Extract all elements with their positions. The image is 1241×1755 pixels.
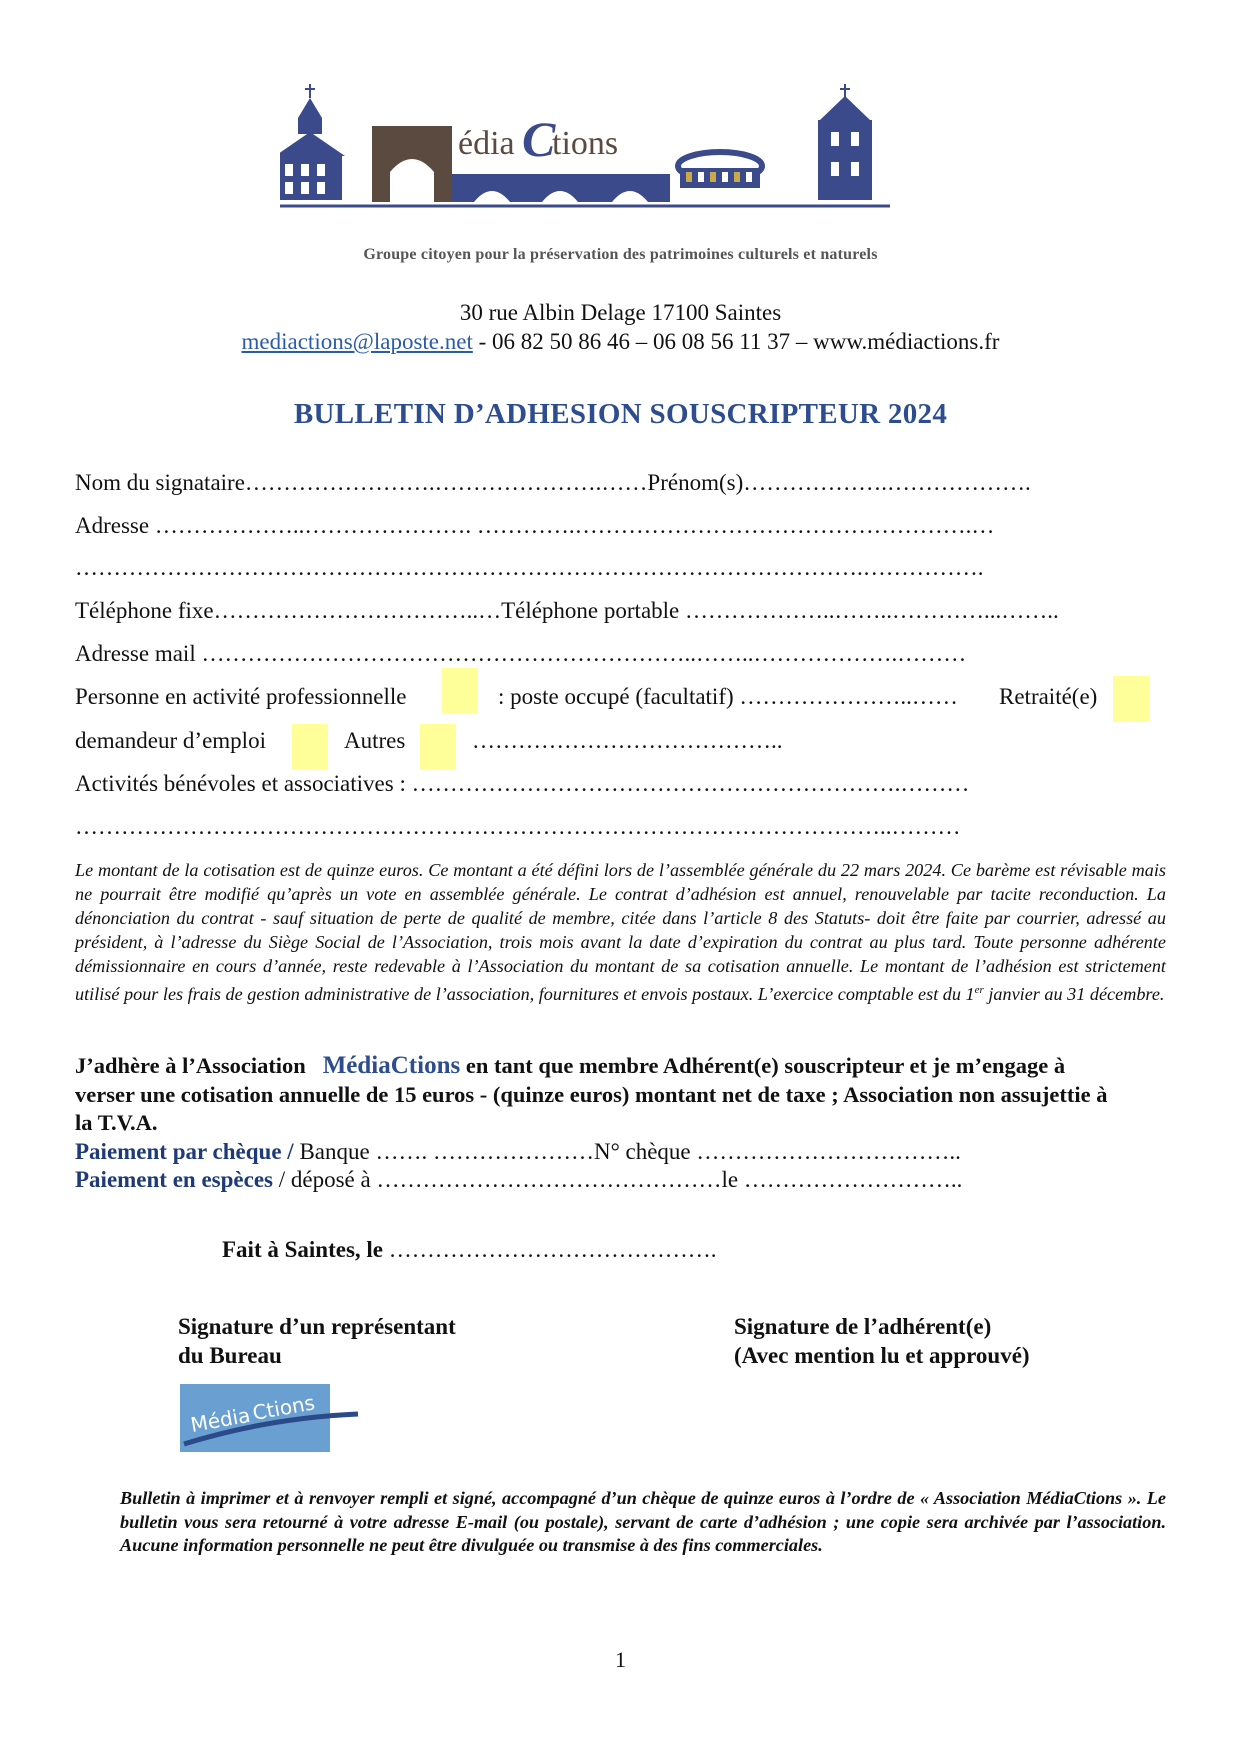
activite-label: Personne en activité professionnelle (75, 684, 407, 709)
signature-adherent-label: Signature de l’adhérent(e) (Avec mention lu et approuvé) (734, 1314, 1030, 1368)
email-link[interactable]: mediactions@laposte.net (241, 329, 473, 354)
contact-line (0, 329, 1241, 355)
page-title: BULLETIN D’ADHESION SOUSCRIPTEUR 2024 (293, 398, 948, 430)
svg-text:Ctions: Ctions (250, 1390, 317, 1425)
mediactions-stamp (178, 1378, 362, 1458)
payment-cheque-row[interactable]: Paiement par chèque / Banque ……. …………………N° chèque …………………………….. (75, 1139, 961, 1164)
nom-field[interactable]: Nom du signataire…………………….………………….……Prénom(s)……………….………………. (75, 470, 1031, 495)
payment-especes-row[interactable]: Paiement en espèces / déposé à ………………………………………le ……………………….. (75, 1167, 963, 1192)
page-number: 1 (615, 1647, 626, 1672)
tagline: Groupe citoyen pour la préservation des patrimoines culturels et naturels (363, 246, 878, 263)
retraite-checkbox[interactable] (1113, 676, 1149, 722)
postal-address: 30 rue Albin Delage 17100 Saintes (459, 300, 782, 325)
benevoles-field-continued[interactable]: ……………………………………………………………………………………………..……… (75, 814, 961, 839)
bottom-note: Bulletin à imprimer et à renvoyer rempli et signé, accompagné d’un chèque de quinze euros à l’ordre de « Association MédiaCtions ». Le bulletin vous sera retourné à votre adresse E-mail (ou postale), servant de carte d’adhésion ; une copie sera archivée par l’association. Aucune information personnelle ne peut être divulguée ou transmise à des fins commerciales. (120, 1488, 1166, 1555)
right-church-icon (818, 84, 872, 200)
benevoles-field[interactable]: Activités bénévoles et associatives : ……………………………………………………….……… (75, 771, 970, 796)
svg-text:C: C (522, 111, 556, 167)
autres-label: Autres (344, 728, 406, 753)
brand-name: MédiaCtions (322, 1052, 461, 1079)
mail-field[interactable]: Adresse mail ………………………………………………………..……..……………….……… (75, 641, 967, 666)
signature-bureau-label: Signature d’un représentant du Bureau (178, 1314, 456, 1368)
svg-text:édia: édia (458, 125, 515, 162)
demandeur-label: demandeur d’emploi (75, 728, 266, 753)
adresse-field-continued[interactable]: ………………………………………………………………………………………….……………. (75, 555, 984, 580)
cotisation-legal-text: Le montant de la cotisation est de quinze euros. Ce montant a été défini lors de l’assemblée générale du 22 mars 2024. Ce barème est révisable mais ne pourrait être modifié qu’après un vote en assemblée générale. Le contrat d’adhésion est annuel, renouvelable par tacite reconduction. La dénonciation du contrat - sauf situation de perte de qualité de membre, citée dans l’article 8 des Statuts- doit être faite par courrier, adressé au président, à l’adresse du Siège Social de l’Association, trois mois avant la date d’expiration du contrat au plus tard. Toute personne adhérente démissionnaire en cours d’année, reste redevable à l’Association du montant de sa cotisation annuelle. Le montant de l’adhésion est strictement utilisé pour les frais de gestion administrative de l’association, fournitures et envois postaux. L’exercice comptable est du 1er janvier au 31 décembre. (75, 860, 1166, 1005)
autres-field[interactable]: ………………………………….. (472, 728, 783, 753)
telephone-fixe-field[interactable]: Téléphone fixe……………………………..… (75, 598, 502, 623)
adresse-field[interactable]: Adresse ………………..…………………. ………….…………………………………………….… (75, 513, 995, 538)
adhesion-statement: J’adhère à l’Association MédiaCtions en tant que membre Adhérent(e) souscripteur et je m’engage à verser une cotisation annuelle de 15 euros - (quinze euros) montant net de taxe ; Association non assujettie à la T.V.A. (75, 1052, 1108, 1135)
poste-field[interactable]: : poste occupé (facultatif) …………………..…… (498, 684, 958, 709)
svg-text:Média: Média (188, 1402, 253, 1437)
retraite-label: Retraité(e) (999, 684, 1098, 709)
telephone-portable-field[interactable]: Téléphone portable ………………..……..…………...…….. (501, 598, 1059, 623)
fait-a-saintes-line[interactable]: Fait à Saintes, le ……………………………………. (222, 1237, 717, 1262)
left-church-icon (280, 84, 345, 200)
telephone-row (75, 598, 1170, 624)
autres-checkbox[interactable] (420, 724, 456, 770)
demandeur-checkbox[interactable] (292, 724, 328, 770)
arena-icon (678, 152, 762, 188)
contact-details: - 06 82 50 86 46 – 06 08 56 11 37 – www.médiactions.fr (472, 329, 1000, 354)
svg-text:tions: tions (552, 125, 619, 162)
activite-checkbox[interactable] (442, 668, 478, 714)
